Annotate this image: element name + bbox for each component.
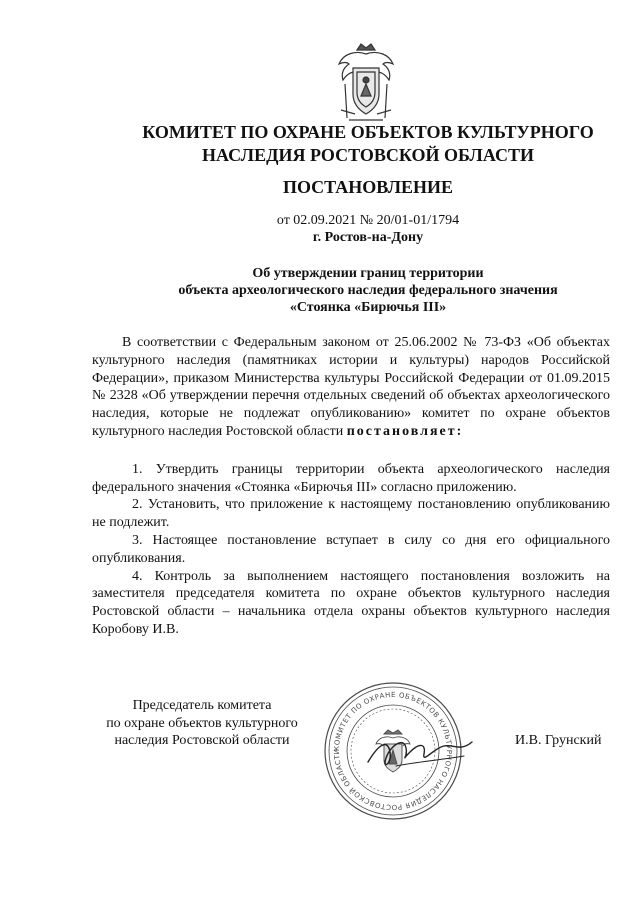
signatory-name: И.В. Грунский xyxy=(515,733,602,748)
document-city: г. Ростов-на-Дону xyxy=(312,230,424,245)
coat-of-arms-icon xyxy=(335,40,397,124)
document-date-number: от 02.09.2021 № 20/01-01/1794 xyxy=(276,213,460,228)
position-line3: наследия Ростовской области xyxy=(114,733,290,748)
preamble-paragraph xyxy=(92,334,610,441)
subject-line2: объекта археологического наследия федерального значения xyxy=(178,283,558,298)
signatory-position xyxy=(92,697,312,750)
resolution-item: 4. Контроль за выполнением настоящего постановления возложить на заместителя председателя комитета по охране объектов культурного наследия Ростовской области – начальника отдела охраны объектов культурного наследия Коробову И.В. xyxy=(92,568,610,637)
organization-title-line2: НАСЛЕДИЯ РОСТОВСКОЙ ОБЛАСТИ xyxy=(202,145,534,165)
document-type: ПОСТАНОВЛЕНИЕ xyxy=(282,177,454,197)
subject-line3: «Стоянка «Бирючья III» xyxy=(289,300,447,315)
position-line2: по охране объектов культурного xyxy=(106,715,298,731)
document-subject xyxy=(92,265,640,316)
resolves-word: постановляет: xyxy=(346,423,464,439)
document-body xyxy=(92,334,610,639)
subject-line1: Об утверждении границ территории xyxy=(252,266,484,281)
preamble-text: В соответствии с Федеральным законом от 25.06.2002 № 73-ФЗ «Об объектах культурного наследия (памятниках истории и культуры) народов Российской Федерации», приказом Министерства культуры Российской Федерации от 01.09.2015 № 2328 «Об утверждении перечня отдельных сведений об объектах археологического наследия, которые не подлежат опубликованию» комитет по охране объектов культурного наследия Ростовской области xyxy=(92,335,610,439)
resolution-item: 1. Утвердить границы территории объекта археологического наследия федерального значения «Стоянка «Бирючья III» согласно приложению. xyxy=(92,461,610,495)
resolution-item: 2. Установить, что приложение к настоящему постановлению опубликованию не подлежит. xyxy=(92,497,610,531)
organization-title-line1: КОМИТЕТ ПО ОХРАНЕ ОБЪЕКТОВ КУЛЬТУРНОГО xyxy=(142,122,594,142)
resolution-items xyxy=(92,461,610,639)
organization-title xyxy=(92,121,640,167)
handwritten-signature-icon xyxy=(360,722,480,782)
position-line1: Председатель комитета xyxy=(132,698,272,713)
seal-text: КОМИТЕТ ПО ОХРАНЕ ОБЪЕКТОВ КУЛЬТУРНОГО НАСЛЕДИЯ РОСТОВСКОЙ ОБЛАСТИ xyxy=(332,690,454,812)
resolution-item: 3. Настоящее постановление вступает в силу со дня его официального опубликования. xyxy=(92,532,610,566)
